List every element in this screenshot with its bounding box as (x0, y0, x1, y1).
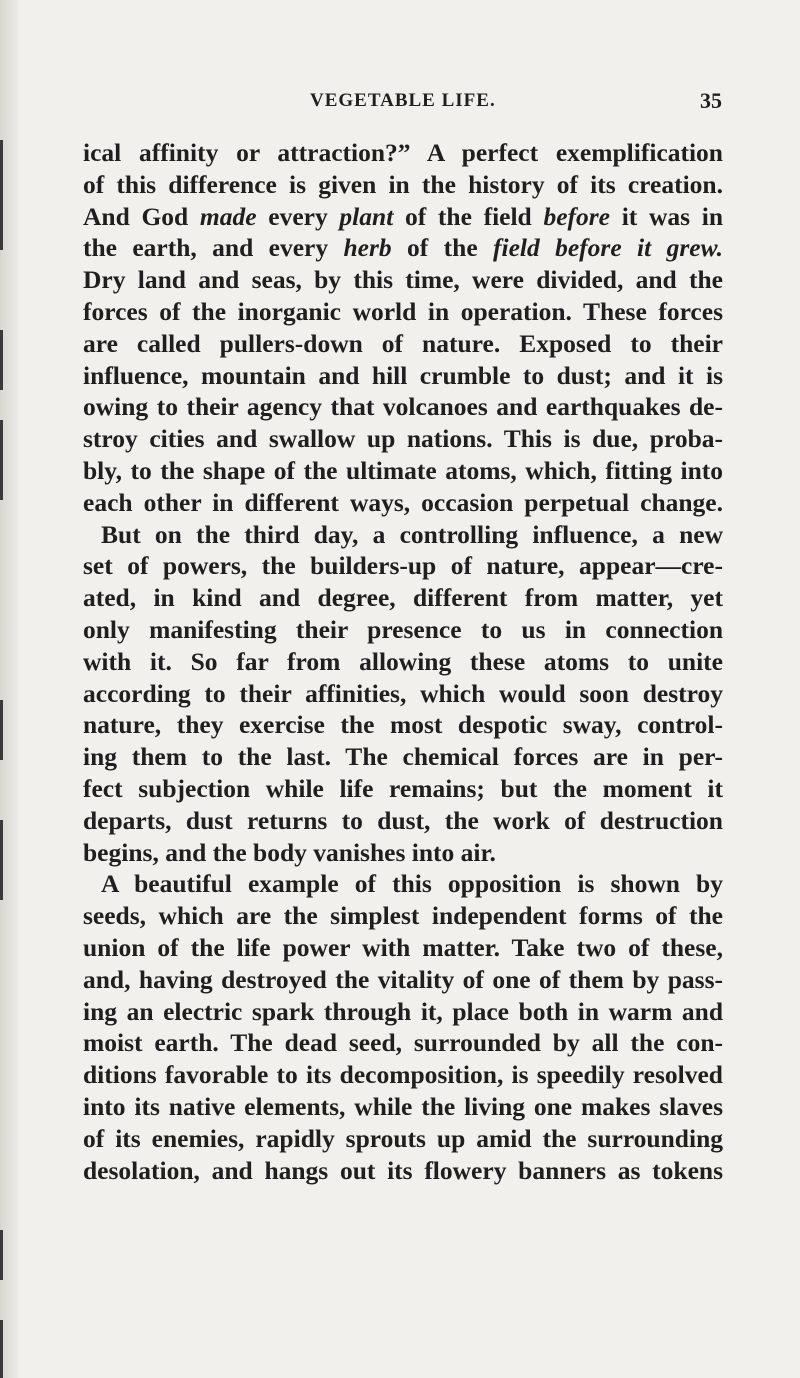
page-header (0, 90, 800, 120)
page-binding-edge (0, 0, 18, 1378)
text-line: only manifesting their presence to us in connection (83, 614, 723, 644)
text-line: forces of the inorganic world in operation. These forces (83, 296, 723, 326)
text-line: nature, they exercise the most despotic sway, control- (83, 710, 723, 740)
italic-emphasis: herb (343, 233, 392, 263)
text-line: owing to their agency that volcanoes and earthquakes de- (83, 392, 723, 422)
text-line: each other in different ways, occasion perpetual change. (83, 487, 723, 517)
text-line: Dry land and seas, by this time, were divided, and the (83, 265, 723, 295)
text-line: and, having destroyed the vitality of one of them by pass- (83, 964, 723, 994)
body-text (83, 137, 723, 1186)
text-line: bly, to the shape of the ultimate atoms, which, fitting into (83, 455, 723, 485)
edge-mark (0, 1320, 3, 1378)
text-line: according to their affinities, which would soon destroy (83, 678, 723, 708)
text-line: union of the life power with matter. Take two of these, (83, 932, 723, 962)
text-line: ing them to the last. The chemical forces are in per- (83, 742, 723, 772)
text-line: But on the third day, a controlling influence, a new (101, 519, 723, 549)
running-head: VEGETABLE LIFE. (310, 90, 496, 111)
text-line: ated, in kind and degree, different from matter, yet (83, 583, 723, 613)
edge-mark (0, 820, 3, 900)
text-line: with it. So far from allowing these atoms to unite (83, 646, 723, 676)
edge-mark (0, 420, 3, 500)
text-line: ing an electric spark through it, place both in warm and (83, 996, 723, 1026)
page-number: 35 (700, 88, 722, 113)
text-line: ical affinity or attraction?” A perfect exemplification (83, 138, 723, 167)
text-line: the earth, and every herb of the field before it grew. (83, 233, 724, 263)
text-line: ditions favorable to its decomposition, is speedily resolved (83, 1060, 723, 1090)
text-line: begins, and the body vanishes into air. (83, 837, 496, 867)
italic-emphasis: field before it grew. (493, 233, 724, 263)
edge-mark (0, 1230, 3, 1280)
text-line: set of powers, the builders-up of nature, appear—cre- (83, 551, 723, 581)
text-line: into its native elements, while the living one makes slaves (83, 1091, 723, 1121)
italic-emphasis: made (199, 201, 257, 231)
italic-emphasis: plant (339, 201, 394, 231)
italic-emphasis: before (543, 201, 610, 231)
text-line: stroy cities and swallow up nations. This is due, proba- (83, 424, 723, 454)
edge-mark (0, 330, 3, 390)
text-line: fect subjection while life remains; but the moment it (83, 773, 723, 803)
text-line: A beautiful example of this opposition is shown by (101, 869, 723, 899)
text-line: influence, mountain and hill crumble to dust; and it is (83, 360, 723, 390)
text-line: are called pullers-down of nature. Exposed to their (83, 328, 723, 358)
text-line: seeds, which are the simplest independent forms of the (83, 901, 723, 931)
text-line: of its enemies, rapidly sprouts up amid the surrounding (83, 1123, 723, 1153)
text-line: of this difference is given in the history of its creation. (83, 169, 723, 199)
text-line: moist earth. The dead seed, surrounded by all the con- (83, 1028, 723, 1058)
text-line: And God made every plant of the field before it was in (83, 201, 723, 231)
edge-mark (0, 140, 3, 250)
text-line: departs, dust returns to dust, the work of destruction (83, 805, 723, 835)
text-line: desolation, and hangs out its flowery banners as tokens (83, 1155, 723, 1185)
edge-mark (0, 700, 3, 760)
